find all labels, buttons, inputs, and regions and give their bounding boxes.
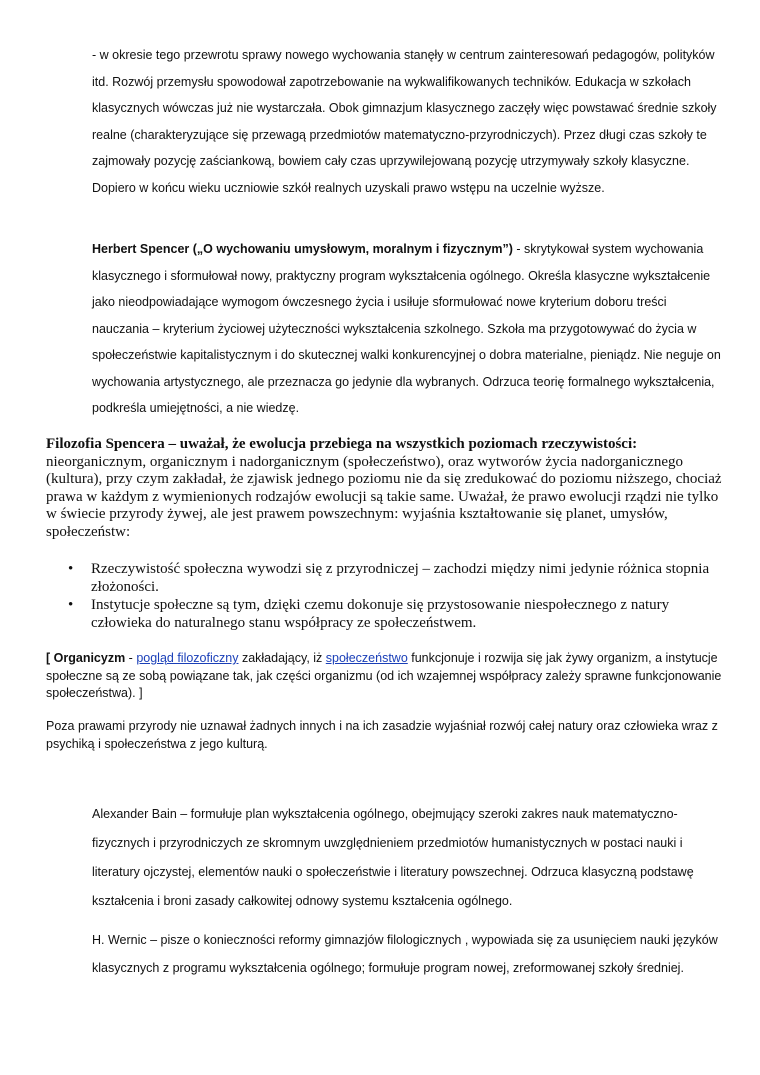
link-philosophical-view[interactable]: pogląd filozoficzny (136, 651, 239, 665)
paragraph-bain: Alexander Bain – formułuje plan wykształcenia ogólnego, obejmujący szeroki zakres nauk matematyczno-fizycznych i przyrodniczych ze skromnym uwzględnieniem przedmiotów humanistycznych w postaci nauki i literatury ojczystej, elementów nauki o społeczeństwie i literatury powszechnej. Odrzuca klasyczną podstawę kształcenia i broni zasady całkowitej odnowy systemu kształcenia ogólnego. (92, 807, 694, 908)
organicism-open-bracket: [ (46, 651, 54, 665)
list-item-text: Rzeczywistość społeczna wywodzi się z przyrodniczej – zachodzi między nimi jedynie różnica stopnia złożoności. (91, 561, 710, 595)
paragraph-organicism (46, 650, 726, 703)
bullet-icon: • (68, 597, 74, 613)
philosophy-heading: Filozofia Spencera – uważał, że ewolucja przebiega na wszystkich poziomach rzeczywistości: (46, 436, 638, 452)
bullet-icon: • (68, 561, 74, 577)
paragraph-industrial-revolution: - w okresie tego przewrotu sprawy nowego wychowania stanęły w centrum zainteresowań pedagogów, polityków itd. Rozwój przemysłu spowodował zapotrzebowanie na wykwalifikowanych techników. Edukacja w szkołach klasycznych wówczas już nie wystarczała. Obok gimnazjum klasycznego zaczęły więc powstawać średnie szkoły realne (charakteryzujące się przewagą przedmiotów matematyczno-przyrodniczych). Przez długi czas szkoły te zajmowały pozycję zaściankową, bowiem cały czas uprzywilejowaną pozycję utrzymywały szkoły klasyczne. Dopiero w końcu wieku uczniowie szkół realnych uzyskali prawo wstępu na uczelnie wyższe. (92, 48, 717, 195)
list-item-text: Instytucje społeczne są tym, dzięki czemu dokonuje się przystosowanie niespołecznego z natury człowieka do naturalnego stanu współpracy ze społeczeństwem. (91, 597, 670, 631)
organicism-dash: - (125, 651, 137, 665)
paragraph-wernic: H. Wernic – pisze o konieczności reformy gimnazjów filologicznych , wypowiada się za usunięciem nauki języków klasycznych z programu wykształcenia ogólnego; formułuje program nowej, zreformowanej szkoły średniej. (92, 933, 718, 975)
paragraph-spencer-philosophy (46, 436, 726, 541)
bullet-list (46, 561, 726, 633)
organicism-text-1: zakładający, iż (238, 651, 326, 665)
organicism-text-2: funkcjonuje i rozwija się jak żywy organizm, a instytucje społeczne są ze sobą powiązane tak, jak części organizmu (od ich wzajemnej współpracy zależy sprawne funkcjonowanie społeczeństwa). ] (46, 651, 722, 700)
link-society[interactable]: społeczeństwo (325, 651, 408, 665)
list-item (46, 561, 726, 596)
organicism-term: Organicyzm (53, 651, 126, 665)
spencer-text: - skrytykował system wychowania klasycznego i sformułował nowy, praktyczny program wykształcenia ogólnego. Określa klasyczne wykształcenie jako nieodpowiadające wymogom ówczesnego życia i usiłuje sformułować nowe kryterium doboru treści nauczania – kryterium życiowej użyteczności wykształcenia szkolnego. Szkoła ma przygotowywać do życia w społeczeństwie kapitalistycznym i do skutecznej walki konkurencyjnej o dobra materialne, pieniądz. Nie neguje on wychowania artystycznego, ale przeznacza go jedynie dla wybranych. Odrzuca teorię formalnego wykształcenia, podkreśla umiejętności, a nie wiedzę. (92, 242, 721, 415)
philosophy-text: nieorganicznym, organicznym i nadorganicznym (społeczeństwo), oraz wytworów życia nadorganicznego (kultura), przy czym zakładał, że zjawisk jednego poziomu nie da się zredukować do poziomu niższego, chociaż prawa w każdym z wymienionych rodzajów ewolucji są takie same. Uważał, że prawo ewolucji rządzi nie tylko w świecie przyrody żywej, ale jest prawem powszechnym: wyjaśnia kształtowanie się planet, umysłów, społeczeństw: (46, 453, 722, 540)
list-item (46, 597, 726, 632)
paragraph-spencer (92, 236, 722, 422)
spencer-heading: Herbert Spencer („O wychowaniu umysłowym, moralnym i fizycznym”) (92, 242, 513, 256)
paragraph-laws-of-nature: Poza prawami przyrody nie uznawał żadnych innych i na ich zasadzie wyjaśniał rozwój całej natury oraz człowieka wraz z psychiką i społeczeństwa z jego kulturą. (46, 719, 718, 751)
